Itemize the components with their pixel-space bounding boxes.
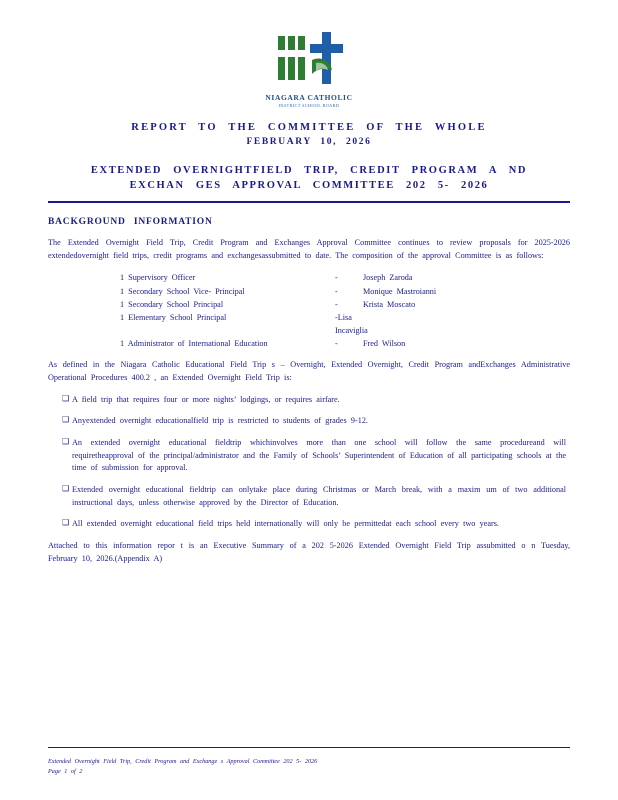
niagara-catholic-crest-icon [272,30,346,86]
committee-member-dash: - [335,286,338,296]
committee-member-row [120,285,570,298]
report-title-line-3: EXTENDED OVERNIGHTFIELD TRIP, CREDIT PROGRAM A ND [90,165,528,176]
footer-line-2: Page 1 of 2 [48,768,83,776]
list-item [48,415,570,428]
bullet-square-icon: ❑ [62,436,70,446]
committee-member-row [120,271,570,284]
committee-member-name: Fred Wilson [363,339,406,349]
committee-member-dash: - [335,299,338,309]
list-item [48,437,570,475]
committee-member-role: 1 Administrator of International Education [120,339,268,349]
logo-org-name: NIAGARA CATHOLIC [265,93,353,102]
bullet-square-icon: ❑ [62,484,70,494]
list-item [48,394,570,407]
paragraph-definition: As defined in the Niagara Catholic Educational Field Trip s – Overnight, Extended Overnight, Credit Program andExchanges Administrative Operational Procedures 400.2 , an Extended Overnight Field Trip is: [48,360,570,382]
page-footer [48,757,317,778]
logo-org-tagline: DISTRICT SCHOOL BOARD [278,103,340,108]
committee-member-name: Joseph Zaroda [363,273,413,283]
committee-member-role: 1 Secondary School Principal [120,299,224,309]
committee-member-name: Krista Moscato [363,299,416,309]
committee-composition-list [48,271,570,350]
committee-member-row [120,337,570,350]
list-item-text: A field trip that requires four or more nights’ lodgings, or requires airfare. [72,394,340,404]
footer-divider [48,747,570,748]
committee-member-dash: -Lisa Incaviglia [335,312,368,335]
letterhead-logo [48,30,570,108]
paragraph-intro: The Extended Overnight Field Trip, Credit Program and Exchanges Approval Committee continues to review proposals for 2025-2026 extendedovernight field trips, credit programs and exchangesassubmitted to date. The composition of the approval Committee is as follows: [48,238,570,260]
committee-member-dash: - [335,273,338,283]
committee-member-row [120,311,570,337]
list-item [48,484,570,509]
committee-member-role: 1 Elementary School Principal [120,312,227,322]
list-item-text: All extended overnight educational field trips held internationally will only be permittedat each school every two years. [72,519,499,529]
committee-member-role: 1 Supervisory Officer [120,273,196,283]
bullet-square-icon: ❑ [62,518,70,528]
report-date-line: FEBRUARY 10, 2026 [246,137,372,147]
header-divider [48,201,570,203]
report-title-block [48,122,570,191]
list-item-text: Extended overnight educational fieldtrip can onlytake place during Christmas or March break, with a maxim um of two additional instructional days, unless otherwise approved by the Director of Education. [72,485,566,507]
report-title-line-1: REPORT TO THE COMMITTEE OF THE WHOLE [131,122,487,133]
report-title-line-4: EXCHAN GES APPROVAL COMMITTEE 202 5- 2026 [129,180,489,191]
bullet-square-icon: ❑ [62,393,70,403]
bullet-square-icon: ❑ [62,415,70,425]
committee-member-role: 1 Secondary School Vice- Principal [120,286,245,296]
committee-member-name: Monique Mastroianni [363,286,437,296]
footer-line-1: Extended Overnight Field Trip, Credit Program and Exchange s Approval Committee 202 5- 2026 [48,757,318,765]
committee-member-dash: - [335,339,338,349]
list-item-text: An extended overnight educational fieldtrip whichinvolves more than one school will follow the same procedureand will requiretheapproval of the principal/administrator and the Family of Schools’ Superintendent of Education of all participating schools at the time of submission for approval. [72,437,566,473]
list-item [48,518,570,531]
paragraph-attached: Attached to this information repor t is an Executive Summary of a 202 5-2026 Extended Overnight Field Trip assubmitted o n Tuesday, February 10, 2026.(Appendix A) [48,541,570,563]
list-item-text: Anyextended overnight educationalfield trip is restricted to students of grades 9-12. [72,416,368,426]
committee-member-row [120,298,570,311]
criteria-bullet-list [48,394,570,532]
section-heading-background-information: BACKGROUND INFORMATION [48,217,213,227]
committee-member-name [368,311,570,337]
